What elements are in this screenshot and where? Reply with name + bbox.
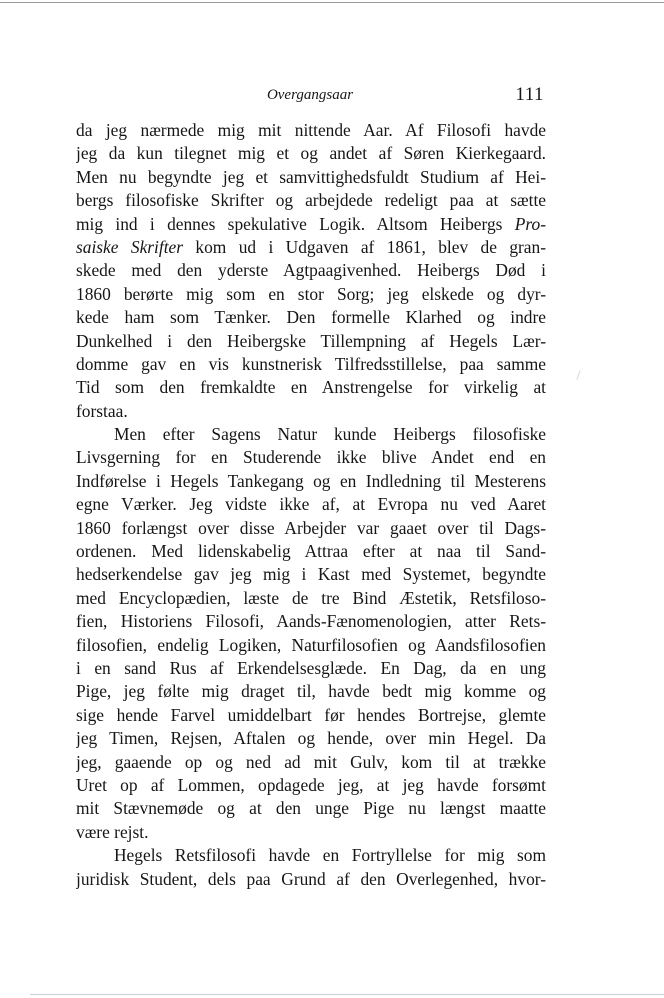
text-line: 1860 forlængst over disse Arbejder var gaaet over til Dags- [76,517,546,538]
text-line: jeg Timen, Rejsen, Aftalen og hende, over min Hegel. Da [76,728,546,749]
text-line: i en sand Rus af Erkendelsesglæde. En Dag, da en ung [76,657,546,678]
body-text [76,119,546,891]
text-line: sige hende Farvel umiddelbart før hendes Bortrejse, glemte [76,704,546,725]
text-line: egne Værker. Jeg vidste ikke af, at Evropa nu ved Aaret [76,494,546,515]
page-header [76,84,544,108]
top-rule [0,2,664,3]
bottom-rule [30,994,664,995]
text-line [76,213,546,236]
text-line: ordenen. Med lidenskabelig Attraa efter at naa til Sand- [76,541,546,562]
text-line: Dunkelhed i den Heibergske Tillempning af Hegels Lær- [76,330,546,351]
text-line: Livsgerning for en Studerende ikke blive Andet end en [76,447,546,468]
text-line: jeg, gaaende op og ned ad mit Gulv, kom til at trække [76,751,546,772]
text-run: kom ud i Udgaven af 1861, blev de gran- [183,236,546,257]
text-line: hedserkendelse gav jeg mig i Kast med Systemet, begyndte [76,564,546,585]
text-line: jeg da kun tilegnet mig et og andet af Søren Kierkegaard. [76,143,546,164]
text-line: Indførelse i Hegels Tankegang og en Indledning til Mesterens [76,470,546,491]
margin-mark [576,370,580,380]
running-title: Overgangsaar [266,87,354,103]
text-line: være rejst. [76,821,149,842]
paragraph-start: Hegels Retsfilosofi havde en Fortryllelse for mig som [114,845,546,866]
italic-title-run: Pro- [514,213,546,234]
text-line: juridisk Student, dels paa Grund af den Overlegenhed, hvor- [76,868,546,889]
text-line: kede ham som Tænker. Den formelle Klarhed og indre [76,307,546,328]
text-line: Tid som den fremkaldte en Anstrengelse for virkelig at [76,377,546,398]
text-line: mit Stævnemøde og at den unge Pige nu længst maatte [76,798,546,819]
text-line: da jeg nærmede mig mit nittende Aar. Af Filosofi havde [76,120,546,140]
text-line: med Encyclopædien, læste de tre Bind Æstetik, Retsfiloso- [76,587,546,608]
text-line: Men nu begyndte jeg et samvittighedsfuldt Studium af Hei- [76,166,546,187]
text-line: filosofien, endelig Logiken, Naturfilosofien og Aandsfilosofien [76,634,546,655]
text-line [76,236,546,259]
page-number: 111 [515,84,544,105]
text-run: mig ind i dennes spekulative Logik. Altsom Heibergs [76,213,515,234]
text-line: Uret op af Lommen, opdagede jeg, at jeg havde forsømt [76,774,546,795]
italic-title-run: saiske Skrifter [76,236,184,257]
text-line: domme gav en vis kunstnerisk Tilfredsstillelse, paa samme [76,353,546,374]
text-line: skede med den yderste Agtpaagivenhed. Heibergs Død i [76,260,546,281]
text-line: 1860 berørte mig som en stor Sorg; jeg elskede og dyr- [76,283,546,304]
text-line: forstaa. [76,400,128,421]
text-line: bergs filosofiske Skrifter og arbejdede redeligt paa at sætte [76,190,546,211]
text-line: fien, Historiens Filosofi, Aands-Fænomenologien, atter Rets- [76,611,546,632]
paragraph-start: Men efter Sagens Natur kunde Heibergs filosofiske [114,424,546,445]
text-line: Pige, jeg følte mig draget til, havde bedt mig komme og [76,681,546,702]
